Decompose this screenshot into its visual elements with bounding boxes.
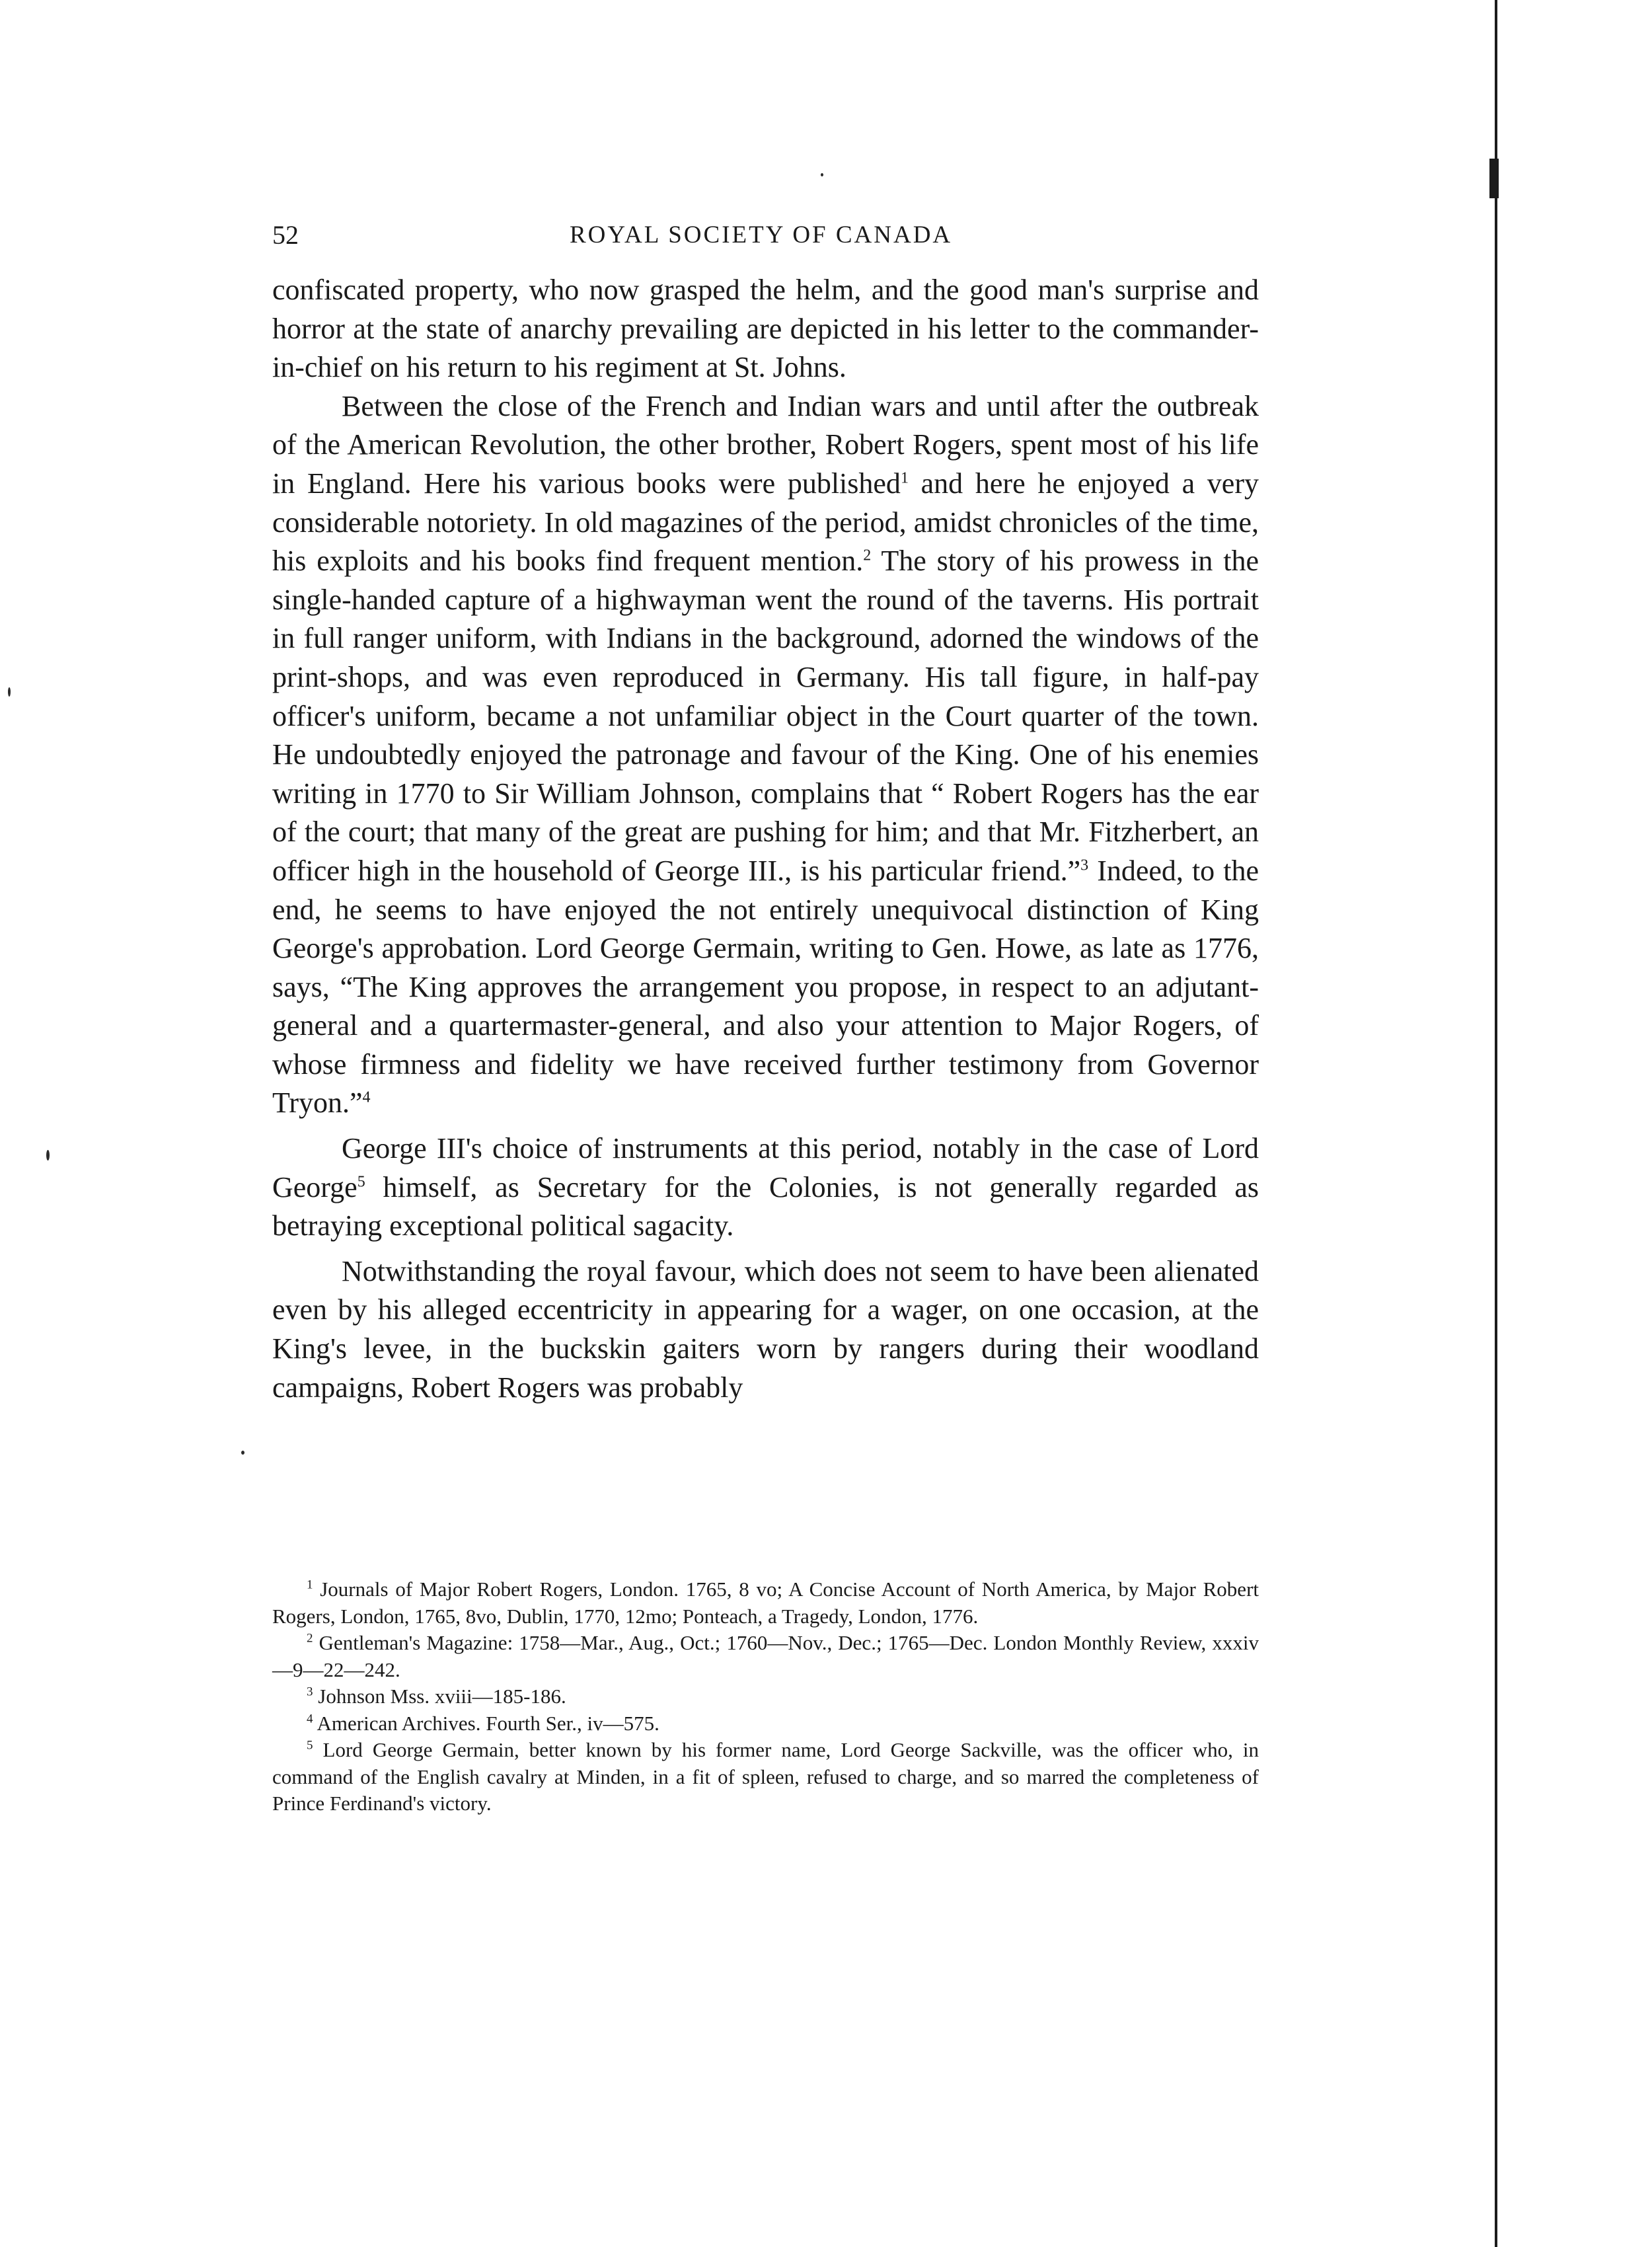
footnote-text: Johnson Mss. xviii—185-186. bbox=[313, 1685, 566, 1708]
footnote-mark: 1 bbox=[307, 1578, 313, 1592]
running-head: ROYAL SOCIETY OF CANADA bbox=[570, 221, 953, 248]
footnote-text: Journals of Major Robert Rogers, London. 1765, 8 vo; A Concise Account of North America, by Major Robert Rogers, London, 1765, 8vo, Dublin, 1770, 12mo; Ponteach, a Tragedy, London, 1776. bbox=[272, 1578, 1259, 1628]
paragraph-text: George III's choice of instruments at this period, notably in the case of Lord George bbox=[272, 1132, 1259, 1203]
paragraph-text: Notwithstanding the royal favour, which does not seem to have been alienated even by his alleged eccentricity in appearing for a wager, on one occasion, at the King's levee, in the buckskin gaiters worn by rangers during their woodland campaigns, Robert Rogers was probably bbox=[272, 1254, 1259, 1404]
paragraph-text: confiscated property, who now grasped the helm, and the good man's surprise and horror at the state of anarchy prevailing are depicted in his letter to the commander-in-chief on his return to his regiment at St. Johns. bbox=[272, 274, 1259, 384]
paragraph-text: The story of his prowess in the single-handed capture of a highwayman went the round of the taverns. His portrait in full ranger uniform, with Indians in the background, adorned the windows of the print-shops, and was even reproduced in Germany. His tall figure, in half-pay officer's uniform, became a not unfamiliar object in the Court quarter of the town. He undoubtedly enjoyed the patronage and favour of the King. One of his enemies writing in 1770 to Sir William Johnson, complains that “ Robert Rogers has the ear of the court; that many of the great are pushing for him; and that Mr. Fitzherbert, an officer high in the household of George III., is his particular friend.” bbox=[272, 545, 1259, 887]
paragraph bbox=[272, 1252, 1259, 1407]
binding-edge-line bbox=[1495, 0, 1497, 2247]
body-text bbox=[272, 271, 1259, 1407]
footnote-mark: 4 bbox=[307, 1712, 313, 1726]
footnote bbox=[272, 1630, 1259, 1683]
paragraph-text: himself, as Secretary for the Colonies, is not generally regarded as betraying exceptional political sagacity. bbox=[272, 1170, 1259, 1242]
paragraph bbox=[272, 387, 1259, 1123]
footnote-text: Lord George Germain, better known by his former name, Lord George Sackville, was the officer who, in command of the English cavalry at Minden, in a fit of spleen, refused to charge, and so marred the completeness of Prince Ferdinand's victory. bbox=[272, 1738, 1259, 1815]
paragraph bbox=[272, 1129, 1259, 1246]
page-number: 52 bbox=[272, 220, 299, 250]
footnote bbox=[272, 1576, 1259, 1630]
paragraph-text: Indeed, to the end, he seems to have enjoyed the not entirely unequivocal distinction of King George's approbation. Lord George Germain, writing to Gen. Howe, as late as 1776, says, “The King approves the arrangement you propose, in respect to an adjutant-general and a quartermaster-general, and also your attention to Major Rogers, of whose firmness and fidelity we have received further testimony from Governor Tryon.” bbox=[272, 854, 1259, 1120]
paragraph-text: Between the close of the French and Indian wars and until after the outbreak of the American Revolution, the other brother, Robert Rogers, spent most of his life in England. Here his various books were published bbox=[272, 389, 1259, 500]
footnote-text: Gentleman's Magazine: 1758—Mar., Aug., Oct.; 1760—Nov., Dec.; 1765—Dec. London Monthly Review, xxxiv—9—22—242. bbox=[272, 1631, 1259, 1681]
footnote bbox=[272, 1683, 1259, 1710]
footnote-mark: 5 bbox=[307, 1738, 313, 1753]
footnote-ref: 1 bbox=[900, 469, 909, 487]
footnote-text: American Archives. Fourth Ser., iv—575. bbox=[313, 1711, 659, 1735]
footnote-mark: 2 bbox=[307, 1631, 313, 1646]
page-header bbox=[272, 215, 1263, 255]
footnote-ref: 3 bbox=[1080, 857, 1089, 874]
footnote-ref: 2 bbox=[863, 547, 872, 564]
scan-speck bbox=[8, 687, 11, 697]
scan-speck bbox=[46, 1150, 50, 1161]
scan-speck bbox=[821, 173, 823, 176]
footnote-ref: 4 bbox=[362, 1088, 371, 1106]
footnote-mark: 3 bbox=[307, 1685, 313, 1699]
scan-speck bbox=[241, 1451, 244, 1455]
footnote bbox=[272, 1737, 1259, 1817]
paragraph-text: and here he enjoyed a very considerable notoriety. In old magazines of the period, amidst chronicles of the time, his exploits and his books find frequent mention. bbox=[272, 467, 1259, 578]
footnotes bbox=[272, 1576, 1259, 1817]
binding-edge-mark bbox=[1489, 159, 1499, 198]
paragraph bbox=[272, 271, 1259, 387]
footnote bbox=[272, 1710, 1259, 1737]
footnote-ref: 5 bbox=[357, 1173, 365, 1190]
